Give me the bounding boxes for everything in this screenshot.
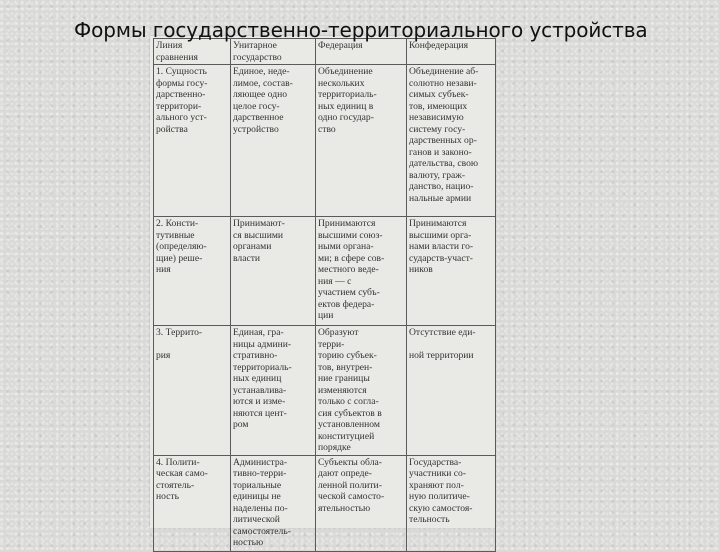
- cell-line: Образуют: [318, 327, 359, 338]
- header-cell: [407, 39, 496, 65]
- cell-line: порядке: [318, 442, 351, 453]
- cell-line: ятельностью: [318, 502, 371, 514]
- cell-line: литической: [233, 514, 280, 525]
- cell-line: Линия: [156, 40, 183, 51]
- cell-line: только с согла-: [318, 396, 379, 407]
- cell-line: ников: [409, 264, 433, 275]
- cell-line: органами: [233, 241, 272, 252]
- cell-line: 4. Полити-: [156, 456, 200, 468]
- cell-line: Федерация: [318, 40, 363, 51]
- cell-line: сия субъектов в: [318, 407, 382, 419]
- cell-line: Субъекты обла-: [318, 456, 382, 468]
- cell-line: дательства, свою: [409, 158, 479, 169]
- cell-line: ляющее одно: [233, 89, 288, 100]
- cell-line: территориаль-: [318, 89, 377, 100]
- cell-line: тов, внутрен-: [318, 361, 373, 373]
- cell-line: ческая само-: [156, 468, 208, 479]
- header-cell: [231, 39, 316, 65]
- table-cell: [407, 455, 496, 551]
- cell-line: Отсутствие еди-: [409, 327, 476, 338]
- cell-line: 1. Сущность: [156, 66, 207, 77]
- scanned-table-image: [150, 36, 495, 548]
- cell-line: симых субъек-: [409, 89, 469, 100]
- cell-line: Объединение: [318, 66, 373, 77]
- cell-line: самостоятель-: [233, 525, 291, 537]
- slide-title: Формы государственно-территориального устройства: [74, 18, 648, 42]
- cell-line: ции: [318, 310, 334, 321]
- table-cell: [231, 455, 316, 551]
- table-cell: [154, 455, 231, 551]
- cell-line: рия: [156, 350, 171, 361]
- cell-line: ются и изме-: [233, 396, 286, 407]
- cell-line: ганов и законо-: [409, 146, 472, 158]
- cell-line: лимое, состав-: [233, 77, 293, 89]
- table-row: [154, 65, 496, 217]
- header-cell: [316, 39, 407, 65]
- cell-line: ектов федера-: [318, 298, 375, 310]
- cell-line: конституцией: [318, 430, 375, 442]
- cell-line: ройства: [156, 123, 188, 135]
- cell-line: систему госу-: [409, 123, 466, 135]
- cell-line: няются цент-: [233, 407, 287, 419]
- cell-line: территори-: [156, 100, 202, 112]
- cell-line: целое госу-: [233, 100, 280, 112]
- table-cell: [231, 65, 316, 217]
- cell-line: сударств-участ-: [409, 252, 473, 264]
- cell-line: наделены по-: [233, 502, 288, 514]
- cell-line: ную политиче-: [409, 491, 470, 502]
- cell-line: высшими орга-: [409, 229, 472, 241]
- cell-line: власти: [233, 252, 261, 264]
- cell-line: изменяются: [318, 384, 367, 396]
- table-cell: [154, 65, 231, 217]
- cell-line: данство, нацио-: [409, 181, 474, 192]
- table-cell: [407, 326, 496, 456]
- cell-line: сравнения: [156, 51, 198, 63]
- cell-line: Унитарное: [233, 40, 277, 51]
- cell-line: государство: [233, 51, 282, 63]
- cell-line: валюту, граж-: [409, 169, 466, 181]
- cell-line: терри-: [318, 338, 345, 350]
- table-row: [154, 326, 496, 456]
- cell-line: ром: [233, 419, 249, 430]
- cell-line: Принимаются: [409, 218, 467, 229]
- cell-line: местного веде-: [318, 264, 379, 275]
- cell-line: ческой самосто-: [318, 491, 385, 502]
- cell-line: [409, 339, 493, 351]
- cell-line: ние границы: [318, 373, 370, 384]
- table-cell: [154, 326, 231, 456]
- cell-line: торию субъек-: [318, 350, 377, 361]
- table-row: [154, 455, 496, 551]
- cell-line: единицы не: [233, 491, 281, 502]
- cell-line: ального уст-: [156, 112, 207, 123]
- cell-line: Объединение аб-: [409, 66, 479, 77]
- cell-line: ния: [156, 264, 171, 275]
- cell-line: дарственное: [233, 112, 284, 123]
- cell-line: устанавлива-: [233, 384, 287, 396]
- cell-line: одно государ-: [318, 112, 374, 123]
- cell-line: ность: [156, 491, 179, 502]
- cell-line: ностью: [233, 537, 264, 548]
- cell-line: установленном: [318, 419, 380, 430]
- table-cell: [407, 65, 496, 217]
- cell-line: нами власти го-: [409, 241, 474, 252]
- cell-line: тивно-терри-: [233, 468, 287, 479]
- cell-line: нескольких: [318, 77, 365, 89]
- cell-line: независимую: [409, 112, 464, 123]
- cell-line: солютно незави-: [409, 77, 477, 89]
- cell-line: Единая, гра-: [233, 327, 284, 338]
- cell-line: ми; в сфере сов-: [318, 252, 385, 264]
- cell-line: высшими союз-: [318, 229, 383, 241]
- cell-line: дарственных ор-: [409, 135, 477, 146]
- cell-line: [156, 339, 228, 351]
- cell-line: формы госу-: [156, 77, 208, 89]
- cell-line: нальные армии: [409, 192, 472, 204]
- cell-line: ных единиц в: [318, 100, 374, 112]
- table-cell: [231, 326, 316, 456]
- cell-line: Администра-: [233, 456, 288, 468]
- cell-line: ния — с: [318, 275, 352, 287]
- table-cell: [316, 455, 407, 551]
- cell-line: Принимают-: [233, 218, 285, 229]
- cell-line: устройство: [233, 123, 279, 135]
- cell-line: тов, имеющих: [409, 100, 468, 112]
- cell-line: ленной полити-: [318, 479, 382, 491]
- cell-line: Принимаются: [318, 218, 376, 229]
- cell-line: ницы админи-: [233, 338, 292, 350]
- header-cell: [154, 39, 231, 65]
- cell-line: Конфедерация: [409, 40, 469, 51]
- cell-line: щие) реше-: [156, 252, 203, 264]
- cell-line: дарственно-: [156, 89, 206, 100]
- cell-line: стоятель-: [156, 479, 195, 491]
- cell-line: участием субъ-: [318, 287, 380, 298]
- table-cell: [316, 326, 407, 456]
- table-cell: [407, 217, 496, 326]
- cell-line: ной территории: [409, 350, 474, 361]
- table-cell: [316, 217, 407, 326]
- table-row: [154, 217, 496, 326]
- cell-line: ся высшими: [233, 229, 284, 241]
- cell-line: ториальные: [233, 479, 282, 491]
- table-header-row: [154, 39, 496, 65]
- cell-line: Государства-: [409, 456, 462, 468]
- table-cell: [154, 217, 231, 326]
- table-cell: [316, 65, 407, 217]
- comparison-table: [153, 38, 496, 552]
- cell-line: 3. Террито-: [156, 327, 203, 338]
- cell-line: ных единиц: [233, 373, 282, 384]
- cell-line: Единое, неде-: [233, 66, 290, 77]
- cell-line: дают опреде-: [318, 468, 372, 479]
- cell-line: тутивные: [156, 229, 195, 241]
- cell-line: ство: [318, 123, 336, 135]
- cell-line: ными органа-: [318, 241, 374, 252]
- cell-line: храняют пол-: [409, 479, 464, 491]
- cell-line: (определяю-: [156, 241, 207, 252]
- cell-line: территориаль-: [233, 361, 292, 373]
- table-cell: [231, 217, 316, 326]
- cell-line: тельность: [409, 514, 450, 525]
- cell-line: скую самостоя-: [409, 502, 473, 514]
- cell-line: стративно-: [233, 350, 278, 361]
- cell-line: 2. Консти-: [156, 218, 199, 229]
- cell-line: участники со-: [409, 468, 467, 479]
